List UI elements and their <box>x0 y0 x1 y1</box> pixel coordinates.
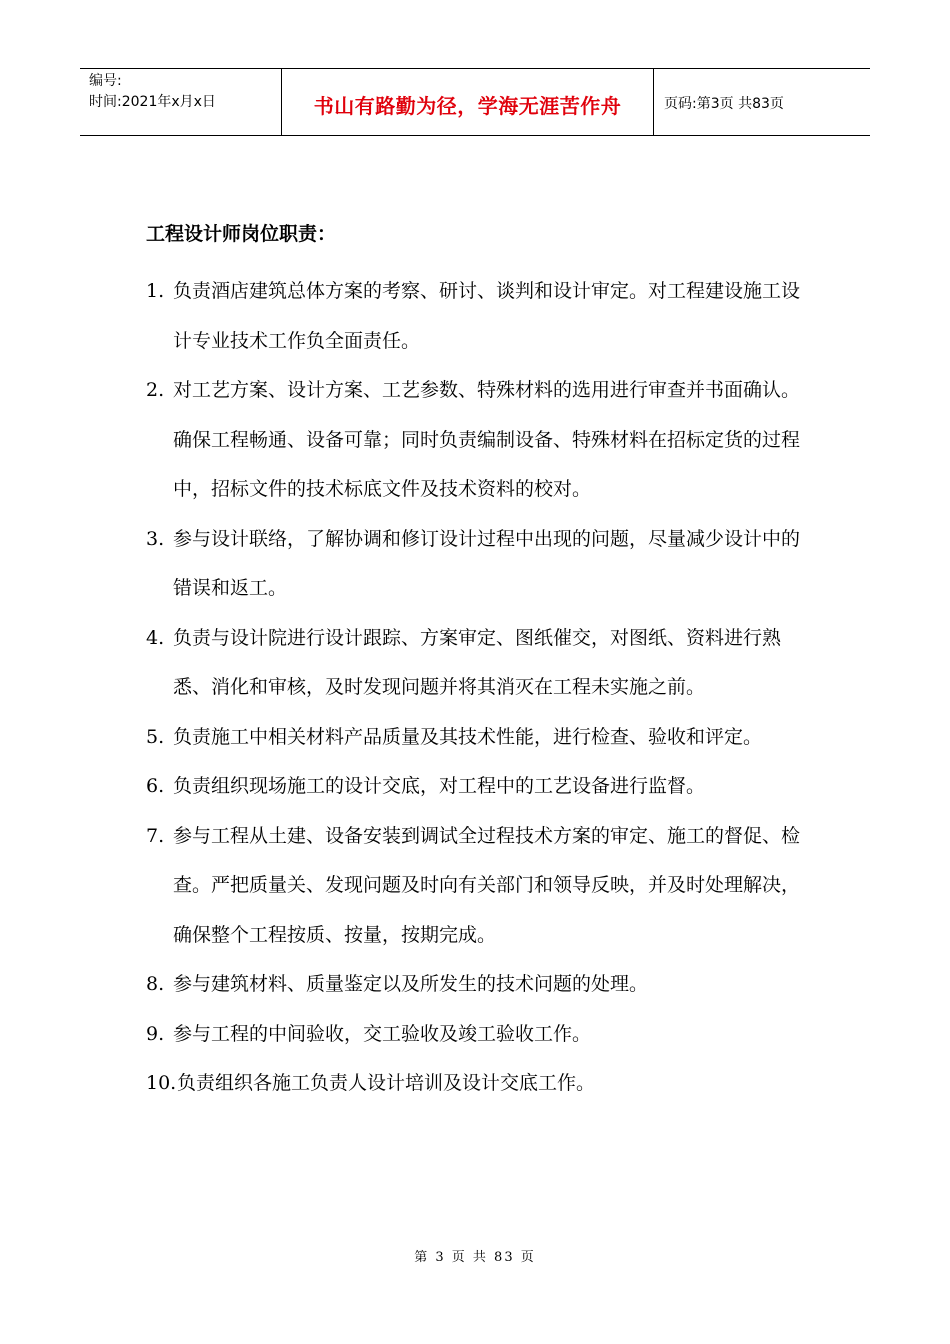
page-header <box>80 68 870 136</box>
list-item-number: 10. <box>146 1072 177 1094</box>
list-item-text: 负责组织各施工负责人设计培训及设计交底工作。 <box>177 1072 596 1094</box>
list-item-number: 4. <box>146 626 165 649</box>
list-item <box>146 1010 806 1060</box>
list-item <box>146 267 806 366</box>
list-item-text: 对工艺方案、设计方案、工艺参数、特殊材料的选用进行审查并书面确认。确保工程畅通、设备可靠；同时负责编制设备、特殊材料在招标定货的过程中，招标文件的技术标底文件及技术资料的校对。 <box>173 379 801 500</box>
list-item-number: 1. <box>146 280 165 302</box>
list-item <box>146 1059 806 1109</box>
list-item-number: 6. <box>146 775 165 797</box>
document-date-label: 时间:2021年x月x日 <box>89 94 216 110</box>
list-item-number: 9. <box>146 1022 165 1045</box>
header-page-info: 页码:第3页 共83页 <box>664 96 784 112</box>
list-item <box>146 762 806 812</box>
list-item-number: 8. <box>146 973 165 995</box>
document-title: 工程设计师岗位职责： <box>146 223 337 245</box>
list-item-number: 7. <box>146 824 165 847</box>
header-motto: 书山有路勤为径，学海无涯苦作舟 <box>282 69 654 135</box>
list-item-text: 负责施工中相关材料产品质量及其技术性能，进行检查、验收和评定。 <box>173 725 763 748</box>
document-code-label: 编号: <box>89 73 122 89</box>
list-item <box>146 515 806 614</box>
page-footer: 第 3 页 共 83 页 <box>414 1250 536 1265</box>
list-item-number: 2. <box>146 379 165 401</box>
header-meta-cell <box>80 69 282 135</box>
list-item-text: 负责酒店建筑总体方案的考察、研讨、谈判和设计审定。对工程建设施工设计专业技术工作负全面责任。 <box>173 280 801 352</box>
list-item-text: 负责组织现场施工的设计交底，对工程中的工艺设备进行监督。 <box>173 775 706 797</box>
list-item <box>146 960 806 1010</box>
list-item-number: 5. <box>146 725 165 748</box>
list-item <box>146 366 806 515</box>
list-item-text: 参与工程从土建、设备安装到调试全过程技术方案的审定、施工的督促、检查。严把质量关、发现问题及时向有关部门和领导反映，并及时处理解决，确保整个工程按质、按量，按期完成。 <box>173 824 801 946</box>
list-item-text: 参与建筑材料、质量鉴定以及所发生的技术问题的处理。 <box>173 973 649 995</box>
document-body <box>146 218 806 1109</box>
list-item-text: 参与工程的中间验收，交工验收及竣工验收工作。 <box>173 1022 592 1045</box>
list-item-number: 3. <box>146 527 165 550</box>
list-item <box>146 812 806 961</box>
list-item-text: 负责与设计院进行设计跟踪、方案审定、图纸催交，对图纸、资料进行熟悉、消化和审核，及时发现问题并将其消灭在工程未实施之前。 <box>173 626 782 698</box>
list-item <box>146 614 806 713</box>
list-item-text: 参与设计联络，了解协调和修订设计过程中出现的问题，尽量减少设计中的错误和返工。 <box>173 527 801 599</box>
list-item <box>146 713 806 763</box>
